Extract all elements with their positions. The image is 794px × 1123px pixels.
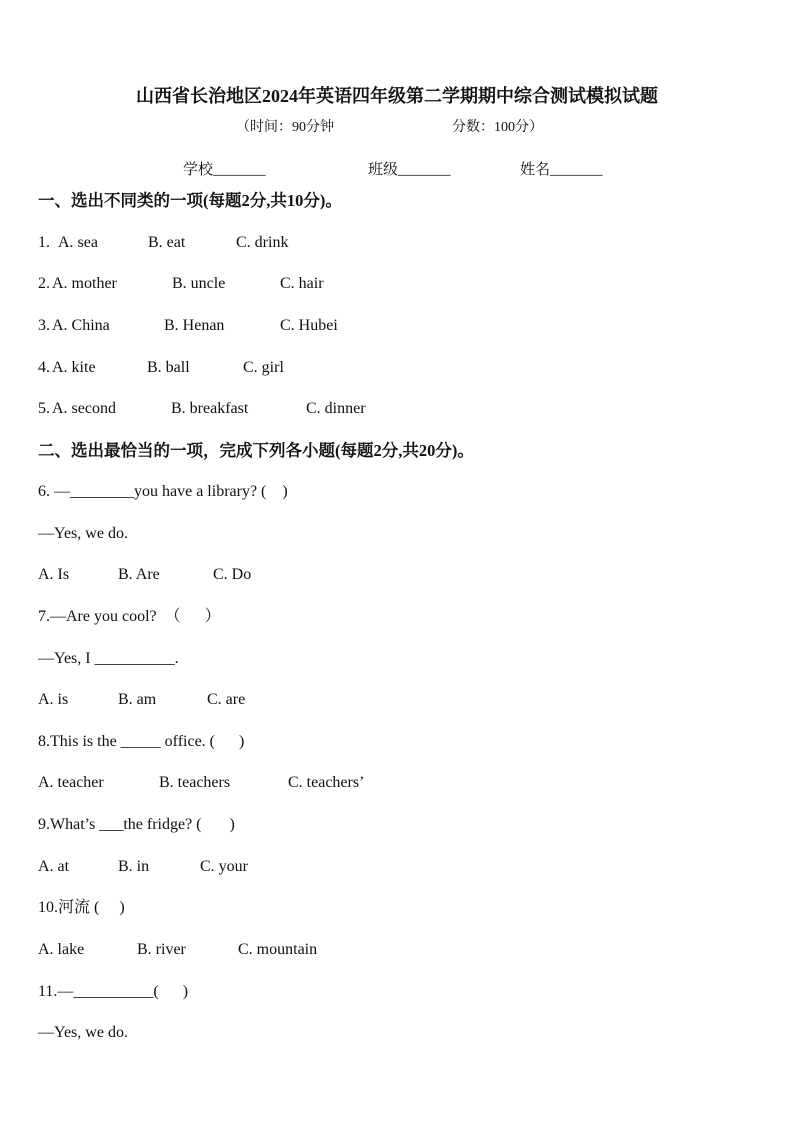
option-c: C. Do xyxy=(213,566,252,583)
option-a: A. at xyxy=(38,858,70,875)
option-b: B. Henan xyxy=(164,317,225,334)
question-8-stem: 8.This is the _____ office. ( ) xyxy=(38,733,245,750)
option-b: B. Are xyxy=(118,566,160,583)
option-b: B. breakfast xyxy=(171,400,249,417)
section2-heading: 二、选出最恰当的一项，完成下列各小题(每题2分,共20分)。 xyxy=(38,441,474,460)
option-a: A. kite xyxy=(52,359,96,376)
section1-heading: 一、选出不同类的一项(每题2分,共10分)。 xyxy=(38,191,342,210)
option-a: A. teacher xyxy=(38,774,104,791)
class-field: 班级_______ xyxy=(368,162,451,178)
option-a: A. is xyxy=(38,691,69,708)
option-c: C. are xyxy=(207,691,246,708)
option-a: A. second xyxy=(52,400,116,417)
option-b: B. am xyxy=(118,691,157,708)
question-9-stem: 9.What’s ___the fridge? ( ) xyxy=(38,816,235,833)
option-b: B. ball xyxy=(147,359,190,376)
exam-time: （时间：90分钟 xyxy=(236,120,334,135)
option-c: C. mountain xyxy=(238,941,318,958)
option-a: A. Is xyxy=(38,566,70,583)
option-c: C. teachers’ xyxy=(288,774,365,791)
option-a: A. China xyxy=(52,317,110,334)
option-c: C. dinner xyxy=(306,400,366,417)
question-6-stem: 6. —________you have a library? ( ) xyxy=(38,483,288,500)
option-b: B. river xyxy=(137,941,186,958)
option-a: A. mother xyxy=(52,275,117,292)
question-number: 2. xyxy=(38,275,50,292)
exam-score: 分数：100分） xyxy=(452,120,543,135)
school-field: 学校_______ xyxy=(183,162,266,178)
question-7-stem: 7.—Are you cool? （ ） xyxy=(38,608,221,625)
option-c: C. your xyxy=(200,858,248,875)
exam-title: 山西省长治地区2024年英语四年级第二学期期中综合测试模拟试题 xyxy=(136,86,658,106)
name-field: 姓名_______ xyxy=(520,162,603,178)
question-6-answer: —Yes, we do. xyxy=(38,525,128,542)
option-c: C. girl xyxy=(243,359,284,376)
option-b: B. uncle xyxy=(172,275,226,292)
option-b: B. in xyxy=(118,858,150,875)
option-c: C. Hubei xyxy=(280,317,338,334)
option-c: C. drink xyxy=(236,234,289,251)
question-number: 3. xyxy=(38,317,50,334)
question-number: 1. xyxy=(38,234,54,251)
question-7-answer: —Yes, I __________. xyxy=(38,650,179,667)
question-10-stem: 10.河流 ( ) xyxy=(38,899,125,916)
option-a: A. lake xyxy=(38,941,85,958)
option-a: A. sea xyxy=(58,234,98,251)
question-number: 4. xyxy=(38,359,50,376)
option-c: C. hair xyxy=(280,275,324,292)
question-11-answer: —Yes, we do. xyxy=(38,1024,128,1041)
option-b: B. eat xyxy=(148,234,186,251)
question-number: 5. xyxy=(38,400,50,417)
question-11-stem: 11.—__________( ) xyxy=(38,983,189,1000)
option-b: B. teachers xyxy=(159,774,231,791)
